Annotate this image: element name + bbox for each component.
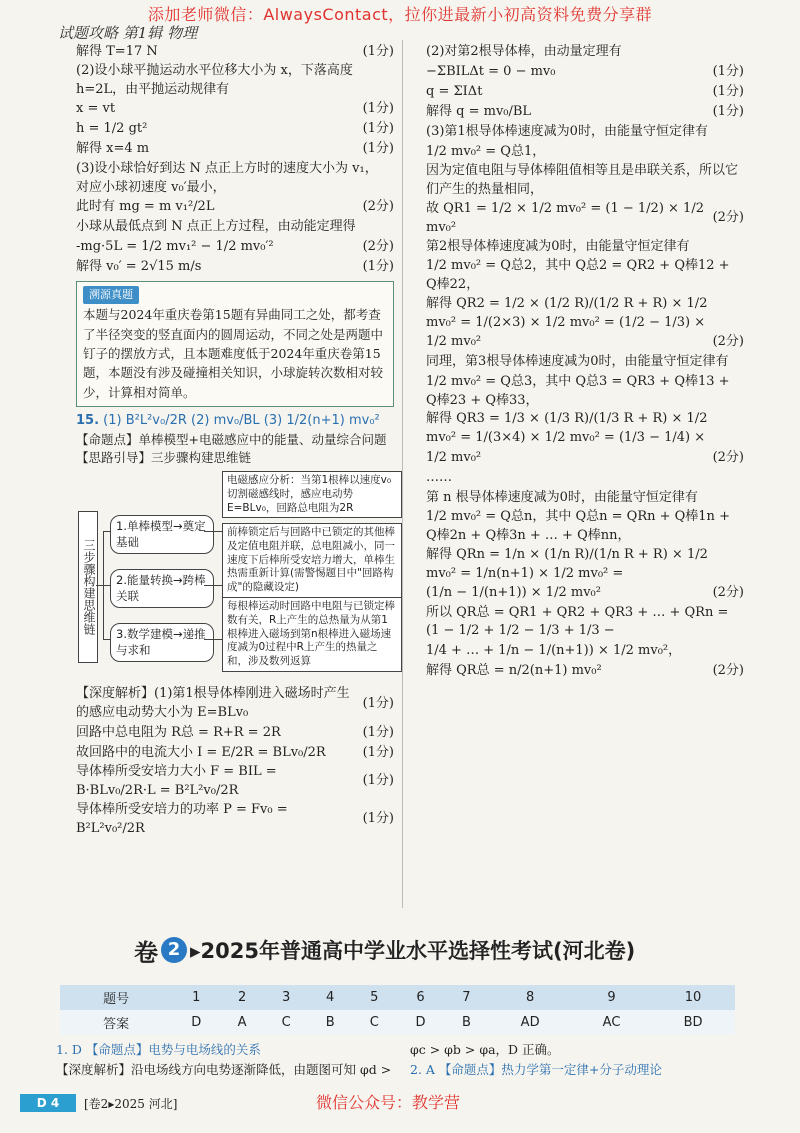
score-mark: (1分): [712, 63, 744, 79]
answer-table-answer-row: [60, 1010, 735, 1035]
right-line-text: 1/2 mv₀² = Q总3，其中 Q总3 = QR3 + Q棒13 + Q棒23 + Q棒33，: [426, 373, 730, 408]
bottom-left-line: 1. D 【命题点】电势与电场线的关系: [56, 1042, 261, 1057]
analysis-line-text: 回路中总电阻为 R总 = R+R = 2R: [76, 724, 281, 740]
analysis-line: [76, 685, 394, 723]
right-line: [426, 295, 744, 333]
right-line-text: 第2根导体棒速度减为0时，由能量守恒定律有: [426, 238, 690, 254]
score-mark: (1分): [362, 121, 394, 137]
score-mark: (1分): [362, 724, 394, 740]
right-line-text: 1/4 + … + 1/n − 1/(n+1)) × 1/2 mv₀²，: [426, 642, 682, 658]
source-tip-text: 本题与2024年重庆卷第15题有异曲同工之处，都考查了半径突变的竖直面内的圆周运动，不同之处是两题中钉子的摆放方式，且本题难度低于2024年重庆卷第15题，本题没有涉及碰撞相关知识，小球旋转次数相对较少，计算相对简单。: [83, 307, 384, 400]
page-header: 试题攻略 第1辑 物理: [58, 24, 198, 42]
right-line: [426, 102, 744, 122]
right-line: [426, 641, 744, 661]
left-line: [76, 160, 394, 198]
answer-table-header-row: [60, 985, 735, 1010]
left-line: [76, 120, 394, 140]
right-line-text: 1/2 mv₀²: [426, 334, 482, 350]
left-line: [76, 62, 394, 100]
answer-cell: C: [352, 1010, 396, 1035]
mind-desc-1: 电磁感应分析：当第1根棒以速度v₀切割磁感线时，感应电动势E=BLv₀，回路总电阻为2R: [222, 471, 402, 518]
right-line: [426, 410, 744, 448]
left-line-text: h = 1/2 gt²: [76, 121, 148, 137]
right-line-text: 同理，第3根导体棒速度减为0时，由能量守恒定律有: [426, 354, 729, 370]
silu-guide: 【思路引导】三步骤构建思维链: [76, 450, 252, 466]
left-line-text: x = vt: [76, 101, 116, 117]
score-mark: (2分): [362, 198, 394, 214]
right-line-text: 解得 QR2 = 1/2 × (1/2 R)/(1/2 R + R) × 1/2 mv₀² = 1/(2×3) × 1/2 mv₀² = (1/2 − 1/3) ×: [426, 296, 708, 330]
question-number: 1: [172, 985, 220, 1010]
mind-desc-2: 前棒锁定后与回路中已锁定的其他棒及定值电阻并联，总电阻减小，同一速度下后棒所受安培力增大，单棒生热需重新计算(需警惕题目中"回路构成"的隐藏设定): [222, 523, 402, 597]
left-line-text: 小球从最低点到 N 点正上方过程，由动能定理得: [76, 218, 356, 234]
answer-cell: AC: [572, 1010, 651, 1035]
analysis-line: [76, 801, 394, 839]
source-tip-badge: 溯源真题: [83, 286, 139, 304]
left-line-text: (3)设小球恰好到达 N 点正上方时的速度大小为 v₁，对应小球初速度 v₀′最小，: [76, 160, 378, 195]
left-line: [76, 257, 394, 277]
right-line: [426, 546, 744, 584]
question-number: 10: [651, 985, 735, 1010]
score-mark: (1分): [362, 744, 394, 760]
left-line: [76, 140, 394, 160]
right-line-text: (3)第1根导体棒速度减为0时，由能量守恒定律有: [426, 123, 708, 139]
analysis-line-text: 故回路中的电流大小 I = E/2R = BLv₀/2R: [76, 744, 326, 760]
right-line: [426, 200, 744, 238]
connector: [96, 585, 103, 586]
mind-desc-3: 每根棒运动时回路中电阻与已锁定棒数有关，R上产生的总热量为从第1根棒进入磁场到第n根棒进入磁场速度减为0过程中R上产生的热量之和，涉及数列返算: [222, 597, 402, 671]
question-number: 8: [488, 985, 572, 1010]
right-line-text: 1/2 mv₀²: [426, 449, 482, 465]
right-line-text: ……: [426, 469, 452, 485]
right-line: [426, 468, 744, 488]
connector: [103, 639, 110, 640]
right-line-text: 所以 QR总 = QR1 + QR2 + QR3 + … + QRn = (1 − 1/2 + 1/2 − 1/3 + 1/3 −: [426, 604, 729, 639]
answer-cell: D: [396, 1010, 444, 1035]
right-line-text: 解得 QR总 = n/2(n+1) mv₀²: [426, 662, 602, 678]
question-number: 3: [264, 985, 308, 1010]
footer-text: [卷2▸2025 河北]: [84, 1097, 178, 1111]
right-line: [426, 42, 744, 62]
left-line-text: -mg·5L = 1/2 mv₁² − 1/2 mv₀′²: [76, 238, 274, 254]
right-line-text: (2)对第2根导体棒，由动量定理有: [426, 43, 622, 59]
answer-label: 答案: [60, 1010, 172, 1035]
banner-title: ▸2025年普通高中学业水平选择性考试(河北卷): [190, 939, 636, 963]
right-line: [426, 353, 744, 373]
score-mark: (1分): [362, 43, 394, 59]
question-number: 6: [396, 985, 444, 1010]
connector: [103, 585, 110, 586]
mind-step-1: 1.单棒模型→奠定基础: [110, 515, 214, 554]
score-mark: (1分): [362, 101, 394, 117]
score-mark: (2分): [712, 334, 744, 350]
mingti-point: 【命题点】单棒模型+电磁感应中的能量、动量综合问题: [76, 432, 387, 448]
question-number: 4: [308, 985, 352, 1010]
right-line: [426, 162, 744, 200]
question-number: 2: [220, 985, 264, 1010]
answer-cell: C: [264, 1010, 308, 1035]
bottom-right-line: 2. A 【命题点】热力学第一定律+分子动理论: [410, 1062, 662, 1077]
connector: [204, 639, 222, 640]
right-line: [426, 142, 744, 162]
score-mark: (1分): [362, 141, 394, 157]
banner-number: 2: [161, 937, 187, 963]
right-line: [426, 604, 744, 642]
right-line-text: 解得 QRn = 1/n × (1/n R)/(1/n R + R) × 1/2 mv₀² = 1/n(n+1) × 1/2 mv₀² =: [426, 546, 708, 581]
right-line: [426, 488, 744, 508]
score-mark: (2分): [362, 238, 394, 254]
page-number: D 4: [20, 1094, 76, 1112]
answer-cell: AD: [488, 1010, 572, 1035]
left-line: [76, 42, 394, 62]
right-line-text: 故 QR1 = 1/2 × 1/2 mv₀² = (1 − 1/2) × 1/2 mv₀²: [426, 200, 704, 235]
score-mark: (1分): [362, 258, 394, 274]
score-mark: (2分): [712, 585, 744, 601]
left-line-text: 解得 T=17 N: [76, 43, 158, 59]
right-line-text: 因为定值电阻与导体棒阻值相等且是串联关系，所以它们产生的热量相同，: [426, 163, 739, 197]
answer-cell: B: [308, 1010, 352, 1035]
right-line-text: 解得 q = mv₀/BL: [426, 103, 532, 119]
answer-table: [60, 985, 735, 1035]
right-column: [426, 42, 744, 681]
question-number: 5: [352, 985, 396, 1010]
right-line: [426, 508, 744, 546]
analysis-line-text: 导体棒所受安培力的功率 P = Fv₀ = B²L²v₀²/2R: [76, 801, 288, 836]
right-line: [426, 333, 744, 353]
analysis-line: [76, 723, 394, 743]
answer-cell: D: [172, 1010, 220, 1035]
bottom-left-text: [56, 1040, 396, 1080]
score-mark: (2分): [712, 449, 744, 465]
bottom-right-text: [410, 1040, 750, 1080]
score-mark: (1分): [712, 83, 744, 99]
right-line-text: (1/n − 1/(n+1)) × 1/2 mv₀²: [426, 585, 601, 601]
answer-cell: A: [220, 1010, 264, 1035]
right-line: [426, 661, 744, 681]
right-line: [426, 373, 744, 411]
column-divider: [402, 40, 403, 908]
right-line: [426, 448, 744, 468]
right-line: [426, 82, 744, 102]
right-line-text: 1/2 mv₀² = Q总2，其中 Q总2 = QR2 + Q棒12 + Q棒22，: [426, 258, 730, 293]
mind-step-3: 3.数学建模→递推与求和: [110, 623, 214, 662]
question-number: 9: [572, 985, 651, 1010]
score-mark: (2分): [712, 210, 744, 226]
score-mark: (1分): [712, 103, 744, 119]
left-line: [76, 197, 394, 217]
right-line: [426, 62, 744, 82]
left-line: [76, 100, 394, 120]
mind-root: 三步骤构建思维链: [78, 511, 98, 663]
right-line: [426, 237, 744, 257]
connector: [103, 531, 110, 532]
left-column: [76, 42, 394, 838]
mind-step-2: 2.能量转换→跨棒关联: [110, 569, 214, 608]
right-line-text: 1/2 mv₀² = Q总n，其中 Q总n = QRn + Q棒1n + Q棒2n + Q棒3n + … + Q棒nn，: [426, 509, 730, 543]
left-line: [76, 217, 394, 237]
right-line-text: 1/2 mv₀² = Q总1，: [426, 143, 546, 159]
analysis-line: [76, 763, 394, 801]
right-line: [426, 584, 744, 604]
top-watermark: 添加老师微信：AlwaysContact，拉你进最新小初高资料免费分享群: [147, 5, 653, 24]
header-label: 题号: [60, 985, 172, 1010]
left-line-text: 此时有 mg = m v₁²/2L: [76, 198, 215, 214]
score-mark: (1分): [362, 811, 394, 827]
answer-cell: BD: [651, 1010, 735, 1035]
left-line-text: 解得 v₀′ = 2√15 m/s: [76, 258, 202, 274]
right-line-text: −ΣBILΔt = 0 − mv₀: [426, 63, 556, 79]
score-mark: (1分): [362, 773, 394, 789]
analysis-line: [76, 743, 394, 763]
left-line-text: (2)设小球平抛运动水平位移大小为 x，下落高度 h=2L，由平抛运动规律有: [76, 63, 353, 97]
right-line-text: 第 n 根导体棒速度减为0时，由能量守恒定律有: [426, 489, 698, 505]
score-mark: (2分): [712, 662, 744, 678]
right-line: [426, 257, 744, 295]
question-number: 7: [445, 985, 489, 1010]
score-mark: (1分): [362, 695, 394, 711]
mind-map: [76, 471, 394, 681]
connector: [204, 585, 222, 586]
answer-cell: B: [445, 1010, 489, 1035]
bottom-watermark: 微信公众号：教学营: [316, 1093, 461, 1112]
bottom-left-line: 【深度解析】沿电场线方向电势逐渐降低，由题图可知 φd >: [56, 1062, 392, 1077]
right-line: [426, 122, 744, 142]
left-line: [76, 237, 394, 257]
exam-banner: [134, 932, 635, 968]
left-line-text: 解得 x=4 m: [76, 141, 150, 157]
connector: [204, 531, 222, 532]
bottom-right-line: φc > φb > φa，D 正确。: [410, 1042, 560, 1057]
right-line-text: 解得 QR3 = 1/3 × (1/3 R)/(1/3 R + R) × 1/2 mv₀² = 1/(3×4) × 1/2 mv₀² = (1/3 − 1/4) ×: [426, 411, 708, 446]
right-line-text: q = ΣIΔt: [426, 83, 483, 99]
analysis-line-text: 导体棒所受安培力大小 F = BIL = B·BLv₀/2R·L = B²L²v₀/2R: [76, 764, 277, 798]
q15-answers: 15. (1) B²L²v₀/2R (2) mv₀/BL (3) 1/2(n+1) mv₀²: [76, 412, 380, 428]
analysis-line-text: 【深度解析】(1)第1根导体棒刚进入磁场时产生的感应电动势大小为 E=BLv₀: [76, 686, 350, 721]
banner-juan: 卷: [134, 938, 158, 967]
source-tip-box: [76, 281, 394, 407]
